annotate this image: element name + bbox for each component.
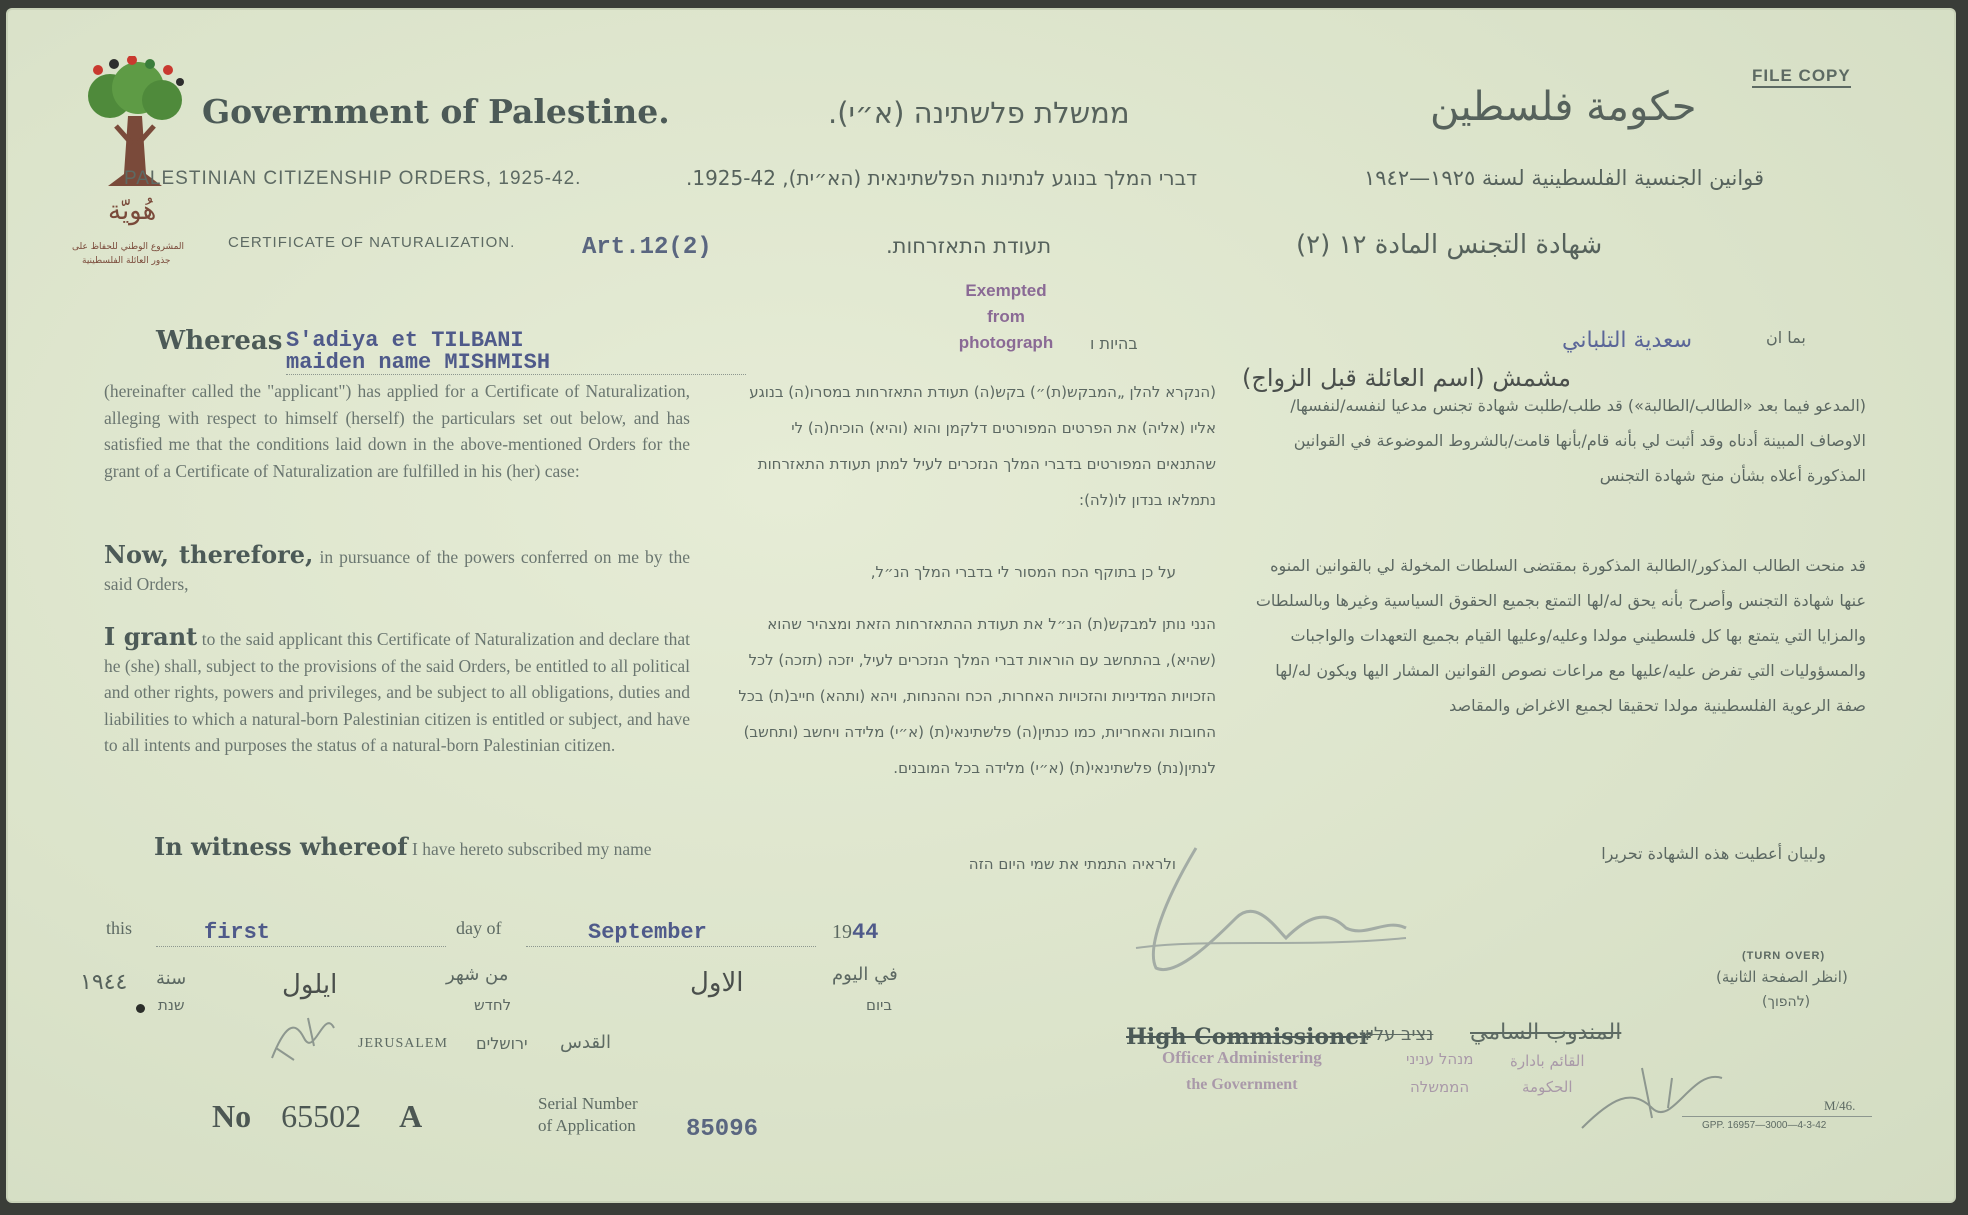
english-paragraph-2 — [104, 542, 690, 597]
english-paragraph-4 — [154, 834, 690, 863]
english-paragraph-4-text: I have hereto subscribed my name — [407, 839, 652, 859]
date-year — [832, 920, 878, 945]
hebrew-paragraph-3: הנני נותן למבקש(ת) הנ״ל את תעודת ההתאזרחות הזאת ומצהיר שהוא (שהיא), בהתחשב עם הוראות דברי המלך הנזכרים לעיל, יזכה (תזכה) לכל הזכויות המדיניות והזכויות האחרות, הכח וההנחות, ויהא (ותהא) חייב(ת) בכל החובות והאחריות, כמו כנתין(ה) פלשתינאי(ת) (א״י) מלידה ויחשב (ותחשב) לנתין(נת) פלשתינאי(ת) (א״י) מלידה בכל המובנים. — [738, 615, 1216, 777]
place-arabic: القدس — [560, 1032, 612, 1053]
turn-over-hebrew: (להפוך) — [1762, 994, 1811, 1010]
officer-hebrew-2: הממשלה — [1410, 1078, 1470, 1096]
arabic-day-value: الاول — [690, 968, 744, 998]
english-paragraph-3-text: to the said applicant this Certificate of Naturalization and declare that he (she) shall, subject to the provisions of the said Orders, be entitled to all political and other rights, powers and privileges, and be subject to all obligations, duties and liabilities to which a natural-born Palestinian citizen is entitled or subject, and have to all intents and purposes the status of a natural-born Palestinian citizen. — [104, 629, 691, 755]
i-grant-label: I grant — [104, 622, 198, 651]
year-suffix: 44 — [852, 920, 879, 945]
serial-no-value: 65502 — [281, 1098, 362, 1134]
now-therefore-label: Now, therefore, — [104, 540, 314, 569]
in-witness-label: In witness whereof — [154, 832, 408, 861]
certificate-label-hebrew: תעודת התאזרחות. — [886, 234, 1052, 258]
applicant-name-arabic: سعدية التلباني — [1562, 328, 1693, 353]
application-number: 85096 — [686, 1116, 759, 1143]
arabic-paragraph-3: ولبيان أعطيت هذه الشهادة تحريرا — [1601, 844, 1826, 863]
english-paragraph-3 — [104, 624, 690, 759]
turn-over-english: (TURN OVER) — [1742, 950, 1826, 962]
officer-hebrew-1: מנהל עניני — [1406, 1050, 1474, 1068]
arabic-day-label: في اليوم — [832, 964, 898, 985]
hebrew-paragraph-2: על כן בתוקף הכח המסור לי בדברי המלך הנ״ל, — [870, 563, 1176, 581]
applicant-maiden-name: maiden name MISHMISH — [286, 350, 551, 375]
officer-arabic-2: الحكومة — [1522, 1078, 1573, 1096]
stamp-line-3: photograph — [958, 333, 1054, 352]
arabic-month-value: ايلول — [282, 970, 338, 1000]
serial-number — [212, 1098, 422, 1135]
photo-exempt-stamp — [936, 278, 1076, 356]
whereas-label: Whereas — [156, 326, 283, 356]
punch-dot — [136, 1004, 145, 1013]
printer-code: GPP. 16957—3000—4-3-42 — [1702, 1120, 1827, 1131]
logo-text: هُويّة — [108, 196, 157, 226]
certificate-paper — [6, 8, 1956, 1203]
certificate-article: Art.12(2) — [582, 234, 712, 261]
place-hebrew: ירושלים — [476, 1034, 528, 1053]
form-number: M/46. — [1824, 1098, 1856, 1113]
turn-over-arabic: (انظر الصفحة الثانية) — [1716, 968, 1848, 986]
year-prefix: 19 — [832, 921, 852, 943]
hebrew-paragraph-4: ולראיה התמתי את שמי היום הזה — [968, 855, 1176, 873]
name-underline — [286, 374, 746, 375]
title-arabic: حكومة فلسطين — [1430, 84, 1697, 130]
date-day-of-label: day of — [456, 918, 502, 938]
certificate-label-english: CERTIFICATE OF NATURALIZATION. — [228, 234, 516, 251]
application-label-2: of Application — [538, 1116, 636, 1135]
arabic-month-label: من شهر — [446, 964, 509, 985]
logo-caption-2: جذور العائلة الفلسطينية — [82, 256, 171, 266]
high-commissioner-hebrew: נציב עליון — [1360, 1024, 1434, 1045]
title-hebrew: ממשלת פלשתינה (א״י). — [828, 96, 1130, 130]
applicant-name: S'adiya et TILBANI — [286, 328, 524, 353]
serial-suffix: A — [399, 1098, 423, 1134]
hebrew-day-label: ביום — [866, 996, 893, 1014]
serial-no-label: No — [212, 1098, 252, 1134]
hebrew-month-label: לחדש — [474, 996, 512, 1014]
high-commissioner-title: High Commissioner — [1126, 1024, 1371, 1050]
officer-arabic-1: القائم بادارة — [1510, 1052, 1585, 1070]
stamp-line-1: Exempted — [965, 281, 1047, 300]
hebrew-paragraph-1: (הנקרא להלן „המבקש(ת)״) בקש(ה) תעודת התאזרחות במסרו(ה) בנוגע אליו (אליה) את הפרטים המפורטים דלקמן והוא (והיא) הוכיח(ה) לי שהתנאים המפורטים בדברי המלך הנזכרים לעיל למתן תעודת התאזרחות נתמלאו בנדון לו(לה): — [749, 383, 1216, 509]
arabic-paragraph-1: (المدعو فيما بعد «الطالب/الطالبة») قد طلب/طلبت شهادة تجنس مدعيا لنفسه/لنفسها/الاوصاف المبينة أدناه وقد أثبت لي بأنه قام/بأنها قامت/بالشروط الموضوعة في القوانين المذكورة أعلاه بشأن منح شهادة التجنس — [1290, 396, 1866, 485]
arabic-year-label: سنة — [156, 968, 187, 989]
orders-hebrew: דברי המלך בנוגע לנתינות הפלשתינאית (הא״ית), 1925-42. — [686, 166, 1198, 190]
application-label-1: Serial Number — [538, 1094, 638, 1113]
footer-rule — [1682, 1116, 1872, 1117]
date-this-label: this — [106, 918, 133, 938]
arabic-paragraph-2: قد منحت الطالب المذكور/الطالبة المذكورة بمقتضى السلطات المخولة لي بالقوانين المنوه عنها شهادة التجنس وأصرح بأنه يحق له/لها التمتع بجميع الحقوق السياسية وغيرها وبالسلطات والمزايا التي يتمتع بها كل فلسطيني مولدا وعليه/وعليها القيام بجميع التعهدات والواجبات والمسؤوليات التي تفرض عليه/عليها مع مراعات نصوص القوانين المشار اليها ويكون له/لها صفة الرعوية الفلسطينية مولدا تحقيقا لجميع الاغراض والمقاصد — [1255, 556, 1866, 715]
english-paragraph-2-text: in pursuance of the powers conferred on me by the said Orders, — [104, 547, 690, 594]
month-underline — [526, 946, 816, 947]
heritage-logo — [68, 56, 208, 276]
orders-arabic: قوانين الجنسية الفلسطينية لسنة ١٩٢٥—١٩٤٢ — [1364, 166, 1765, 190]
hebrew-year-label: שנת — [158, 996, 185, 1014]
arabic-whereas: بما ان — [1766, 328, 1806, 347]
officer-administering: Officer Administering — [1162, 1048, 1322, 1067]
date-month: September — [588, 920, 707, 945]
date-day: first — [204, 920, 271, 945]
applicant-maiden-arabic: (اسم العائلة قبل الزواج) مشمش — [1242, 364, 1571, 392]
certificate-label-arabic: شهادة التجنس المادة ١٢ (٢) — [1296, 230, 1603, 260]
english-paragraph-1: (hereinafter called the "applicant") has applied for a Certificate of Naturalization, alleging with respect to himself (herself) the particulars set out below, and has satisfied me that the conditions laid down in the above-mentioned Orders for the grant of a Certificate of Naturalization are fulfilled in his (her) case: — [104, 381, 690, 481]
arabic-year-value: ١٩٤٤ — [80, 970, 128, 995]
logo-caption-1: المشروع الوطني للحفاظ على — [72, 242, 185, 252]
signature-mark — [1126, 838, 1426, 988]
stamp-line-2: from — [987, 307, 1025, 326]
file-copy-label: FILE COPY — [1752, 66, 1851, 88]
title-english: Government of Palestine. — [202, 92, 670, 131]
pencil-initials-mark — [264, 998, 344, 1068]
officer-government: the Government — [1186, 1076, 1298, 1093]
orders-english: PALESTINIAN CITIZENSHIP ORDERS, 1925-42. — [124, 168, 582, 189]
high-commissioner-arabic: المندوب السامي — [1470, 1020, 1622, 1045]
place-english: JERUSALEM — [358, 1036, 448, 1051]
hebrew-whereas: בהיות ו — [1090, 334, 1138, 353]
day-underline — [156, 946, 446, 947]
